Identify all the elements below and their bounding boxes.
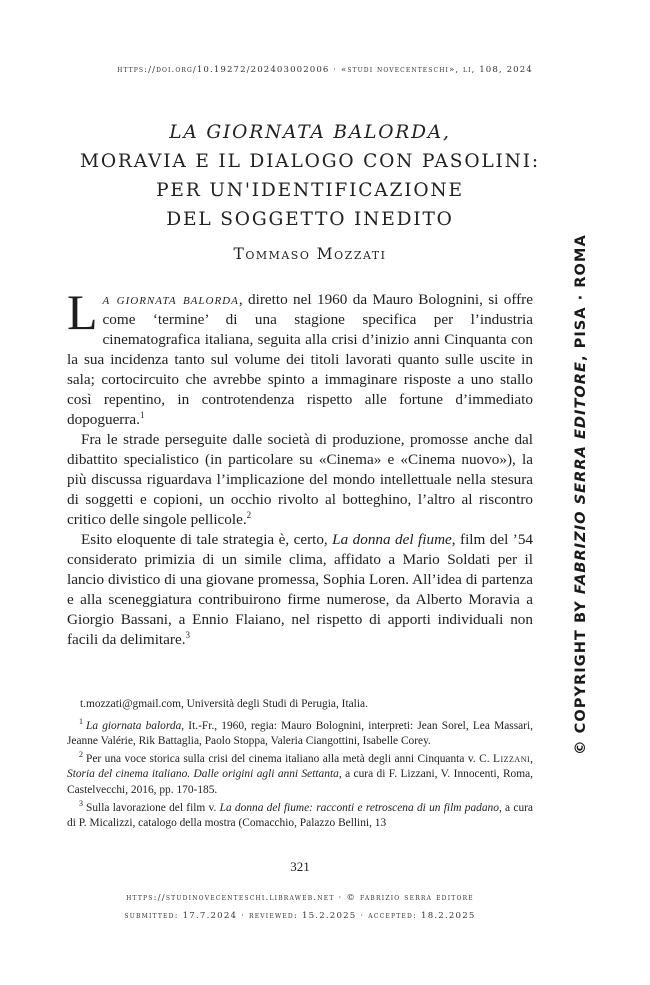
author-affiliation: t.mozzati@gmail.com, Università degli Studi di Perugia, Italia.	[80, 698, 368, 710]
footnote-3-italic: La donna del fiume: racconti e retroscena di un film padano	[219, 801, 499, 814]
paragraph-1	[67, 284, 533, 430]
drop-cap: L	[67, 284, 98, 340]
doi-header: https://doi.org/10.19272/202403002006 · «studi novecenteschi», li, 108, 2024	[117, 65, 533, 75]
footnote-2-mid: ,	[530, 752, 533, 765]
footnote-2-number: 2	[79, 749, 83, 759]
footnote-2-pre: Per una voce storica sulla crisi del cinema italiano alla metà degli anni Cinquanta v. C.	[86, 752, 494, 765]
paragraph-1-text: , diretto nel 1960 da Mauro Bolognini, si offre come ‘termine’ di una stagione specifica per l’industria cinematografica italiana, seguita alla crisi d’inizio anni Cinquanta con la sua incidenza tanto sul volume dei titoli lavorati quanto sulle uscite in sala; cortocircuito che avrebbe spinto a immaginare risposte a uno stallo così repentino, in controtendenza rispetto alle fortune d’immediato dopoguerra.	[67, 291, 533, 428]
paragraph-3-post: , film del ’54 considerato primizia di un simile clima, affidato a Mario Soldati per il lancio divistico di una giovane promessa, Sophia Loren. All’idea di partenza e alla sceneggiatura contribuirono firme numerose, da Alberto Moravia a Giorgio Bassani, a Ennio Flaiano, nel rispetto di apporti individuali non facili da delimitare.	[67, 531, 534, 648]
title-line-3: PER UN'IDENTIFICAZIONE	[156, 180, 464, 201]
footnote-2-post: , a cura di F. Lizzani, V. Innocenti, Roma, Castelvecchi, 2016, pp. 170-185.	[67, 768, 533, 796]
paragraph-2	[67, 430, 533, 530]
title-line-2: MORAVIA E IL DIALOGO CON PASOLINI:	[80, 151, 540, 172]
footnote-1-text: , It.-Fr., 1960, regia: Mauro Bolognini, interpreti: Jean Sorel, Lea Massari, Jeanne Valérie, Rik Battaglia, Paolo Stoppa, Valeria Ciangottini, Isabelle Corey.	[67, 719, 533, 748]
footnote-ref-3[interactable]: 3	[185, 629, 190, 640]
footnote-ref-1[interactable]: 1	[139, 409, 145, 420]
title-line-1: LA GIORNATA BALORDA,	[169, 122, 451, 143]
page-number: 321	[290, 859, 310, 874]
footnotes	[67, 697, 533, 834]
copyright-publisher: FABRIZIO SERRA EDITORE	[572, 360, 589, 595]
footnote-1-italic: La giornata balorda	[86, 719, 182, 732]
footnote-2	[67, 749, 533, 799]
author-name: Tommaso Mozzati	[233, 245, 387, 263]
article-title	[40, 118, 580, 234]
paragraph-3	[67, 530, 533, 650]
footnote-3-post: , a cura di P. Micalizzi, catalogo della mostra (Comacchio, Palazzo Bellini, 13	[67, 801, 533, 830]
paragraph-3-pre: Esito eloquente di tale strategia è, certo,	[81, 531, 333, 548]
footnote-2-italic: Storia del cinema italiano. Dalle origini agli anni Settanta	[67, 768, 339, 781]
film-title-italic: La donna del fiume	[332, 531, 452, 548]
lead-title-smallcaps: a giornata balorda	[102, 291, 239, 308]
footer-dates: submitted: 17.7.2024 · reviewed: 15.2.2025 · accepted: 18.2.2025	[124, 911, 476, 921]
footnote-3-number: 3	[79, 798, 83, 808]
footer-website[interactable]: https://studinovecenteschi.libraweb.net · © fabrizio serra editore	[126, 893, 474, 903]
copyright-prefix: © COPYRIGHT BY	[572, 594, 589, 755]
paragraph-2-text: Fra le strade perseguite dalle società di produzione, promosse anche dal dibattito specialistico (in particolare su «Cinema» e «Cinema nuovo»), la più discussa riguardava l’implicazione del mondo intellettuale nella stesura di soggetti e copioni, un occhio rivolto al botteghino, l’altro al riscontro critico delle singole pellicole.	[67, 431, 533, 528]
footnote-1-number: 1	[79, 716, 83, 726]
title-line-4: DEL SOGGETTO INEDITO	[166, 209, 454, 230]
copyright-suffix: , PISA · ROMA	[572, 234, 589, 361]
side-copyright-notice	[572, 195, 589, 755]
footnote-2-author: Lizzani	[493, 752, 531, 765]
footnote-ref-2[interactable]: 2	[246, 509, 252, 520]
footnote-3-pre: Sulla lavorazione del film v.	[86, 801, 220, 814]
footnote-3	[67, 798, 533, 832]
footnote-1	[67, 716, 533, 750]
article-body	[67, 284, 534, 650]
